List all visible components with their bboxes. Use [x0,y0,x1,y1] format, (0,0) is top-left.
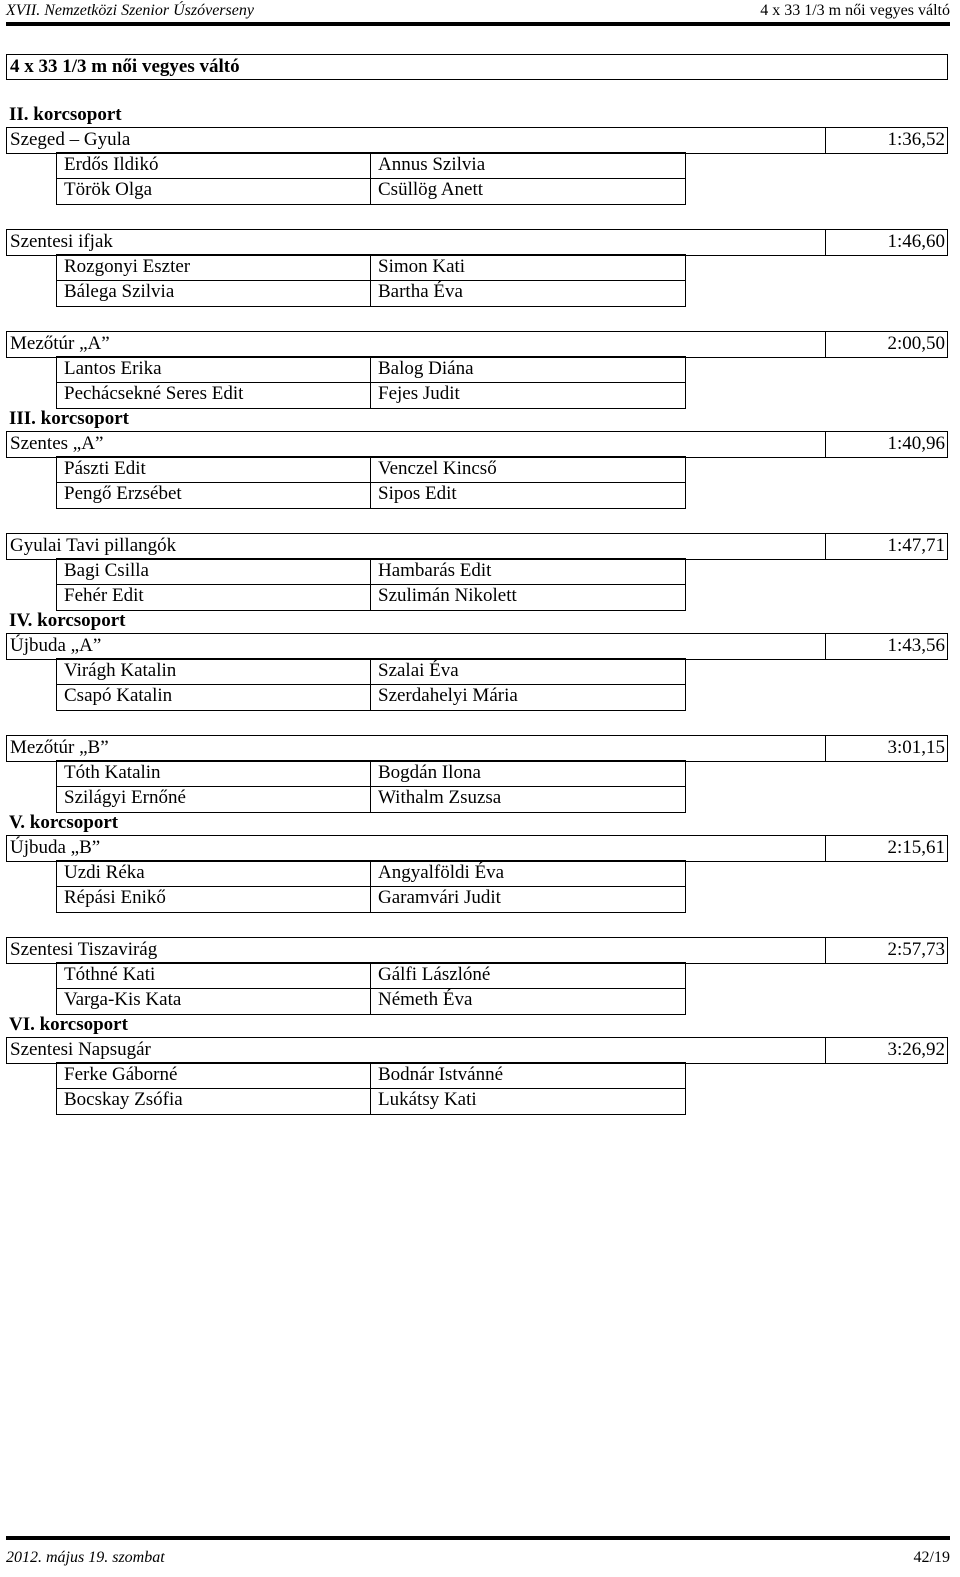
swimmer-name: Varga-Kis Kata [64,989,182,1010]
time-column-divider [825,128,826,153]
page-header [6,0,950,22]
swimmers-column-divider [370,255,371,306]
team-row [6,835,948,862]
time-column-divider [825,534,826,559]
time-column-divider [825,938,826,963]
team-name: Szeged – Gyula [10,129,131,150]
swimmers-column-divider [370,1063,371,1114]
swimmers-column-divider [370,457,371,508]
team-entry [0,1037,960,1113]
swimmers-table [56,860,686,913]
swimmers-table [56,152,686,205]
swimmers-column-divider [370,963,371,1014]
swimmer-name: Fehér Edit [64,585,144,606]
time-column-divider [825,432,826,457]
swimmers-table [56,558,686,611]
team-entry [0,127,960,229]
swimmer-name: Lukátsy Kati [378,1089,477,1110]
swimmer-name: Pengő Erzsébet [64,483,182,504]
team-time: 2:57,73 [887,939,945,960]
swimmer-name: Garamvári Judit [378,887,501,908]
swimmer-name: Szilágyi Ernőné [64,787,186,808]
footer-rule [6,1536,950,1540]
team-name: Gyulai Tavi pillangók [10,535,177,556]
swimmer-name: Répási Enikő [64,887,166,908]
swimmer-name: Pászti Edit [64,458,146,479]
time-column-divider [825,634,826,659]
team-name: Szentesi Napsugár [10,1039,151,1060]
team-row [6,331,948,358]
swimmer-name: Erdős Ildikó [64,154,159,175]
swimmer-name: Tóthné Kati [64,964,156,985]
swimmer-name: Szalai Éva [378,660,459,681]
swimmer-name: Németh Éva [378,989,473,1010]
swimmer-name: Bogdán Ilona [378,762,481,783]
team-name: Mezőtúr „A” [10,333,110,354]
swimmer-name: Bocskay Zsófia [64,1089,183,1110]
swimmer-name: Venczel Kincső [378,458,497,479]
swimmer-name: Simon Kati [378,256,466,277]
team-name: Mezőtúr „B” [10,737,109,758]
team-entry [0,835,960,937]
age-group-section [0,811,960,1013]
team-time: 2:15,61 [887,837,945,858]
swimmer-name: Sipos Edit [378,483,457,504]
time-column-divider [825,332,826,357]
swimmers-table [56,356,686,409]
swimmers-row-divider [57,584,685,585]
team-row [6,1037,948,1064]
age-group-label: V. korcsoport [9,812,119,833]
team-time: 2:00,50 [887,333,945,354]
swimmers-table [56,456,686,509]
age-group-section [0,407,960,609]
team-entry [0,229,960,331]
age-group-section [0,609,960,811]
results-list [0,103,960,1113]
swimmer-name: Csüllög Anett [378,179,484,200]
team-entry [0,331,960,407]
team-name: Újbuda „A” [10,635,102,656]
swimmer-name: Gálfi Lászlóné [378,964,491,985]
swimmer-name: Csapó Katalin [64,685,173,706]
swimmer-name: Lantos Erika [64,358,162,379]
team-entry [0,937,960,1013]
team-name: Szentesi ifjak [10,231,113,252]
age-group-section [0,1013,960,1113]
time-column-divider [825,230,826,255]
team-time: 1:40,96 [887,433,945,454]
swimmers-column-divider [370,861,371,912]
swimmer-name: Withalm Zsuzsa [378,787,502,808]
team-time: 1:47,71 [887,535,945,556]
time-column-divider [825,1038,826,1063]
team-entry [0,735,960,811]
swimmer-name: Bálega Szilvia [64,281,175,302]
swimmer-name: Bagi Csilla [64,560,149,581]
swimmer-name: Fejes Judit [378,383,460,404]
age-group-label: III. korcsoport [9,408,129,429]
swimmer-name: Szerdahelyi Mária [378,685,518,706]
swimmer-name: Bodnár Istvánné [378,1064,504,1085]
header-event-name: 4 x 33 1/3 m női vegyes váltó [760,2,950,19]
swimmer-name: Török Olga [64,179,153,200]
age-group-section [0,103,960,407]
swimmer-name: Uzdi Réka [64,862,145,883]
footer-date: 2012. május 19. szombat [6,1549,165,1566]
team-time: 3:26,92 [887,1039,945,1060]
swimmers-column-divider [370,659,371,710]
swimmer-name: Annus Szilvia [378,154,486,175]
swimmer-name: Bartha Éva [378,281,463,302]
header-rule [6,22,950,26]
team-time: 1:36,52 [887,129,945,150]
team-row [6,229,948,256]
age-group-label: IV. korcsoport [9,610,126,631]
swimmer-name: Balog Diána [378,358,474,379]
time-column-divider [825,736,826,761]
team-time: 1:46,60 [887,231,945,252]
page-footer [6,1546,950,1568]
header-competition-title: XVII. Nemzetközi Szenior Úszóverseny [6,2,254,19]
swimmer-name: Virágh Katalin [64,660,177,681]
team-row [6,735,948,762]
swimmers-table [56,760,686,813]
team-row [6,937,948,964]
team-time: 3:01,15 [887,737,945,758]
team-name: Újbuda „B” [10,837,101,858]
swimmers-column-divider [370,559,371,610]
swimmers-table [56,254,686,307]
age-group-label: VI. korcsoport [9,1014,128,1035]
team-row [6,127,948,154]
swimmer-name: Angyalföldi Éva [378,862,505,883]
team-row [6,431,948,458]
swimmers-table [56,962,686,1015]
team-time: 1:43,56 [887,635,945,656]
team-name: Szentesi Tiszavirág [10,939,158,960]
team-row [6,533,948,560]
team-row [6,633,948,660]
swimmers-table [56,658,686,711]
age-group-label: II. korcsoport [9,104,122,125]
swimmer-name: Rozgonyi Eszter [64,256,191,277]
swimmers-column-divider [370,761,371,812]
team-name: Szentes „A” [10,433,104,454]
time-column-divider [825,836,826,861]
team-entry [0,431,960,533]
swimmer-name: Pechácsekné Seres Edit [64,383,244,404]
swimmer-name: Szulimán Nikolett [378,585,517,606]
swimmer-name: Hambarás Edit [378,560,492,581]
footer-page-number: 42/19 [913,1549,950,1566]
swimmers-column-divider [370,153,371,204]
swimmers-column-divider [370,357,371,408]
team-entry [0,633,960,735]
event-title: 4 x 33 1/3 m női vegyes váltó [10,56,240,77]
swimmer-name: Tóth Katalin [64,762,161,783]
swimmers-table [56,1062,686,1115]
event-title-box [6,54,948,80]
swimmer-name: Ferke Gáborné [64,1064,178,1085]
team-entry [0,533,960,609]
